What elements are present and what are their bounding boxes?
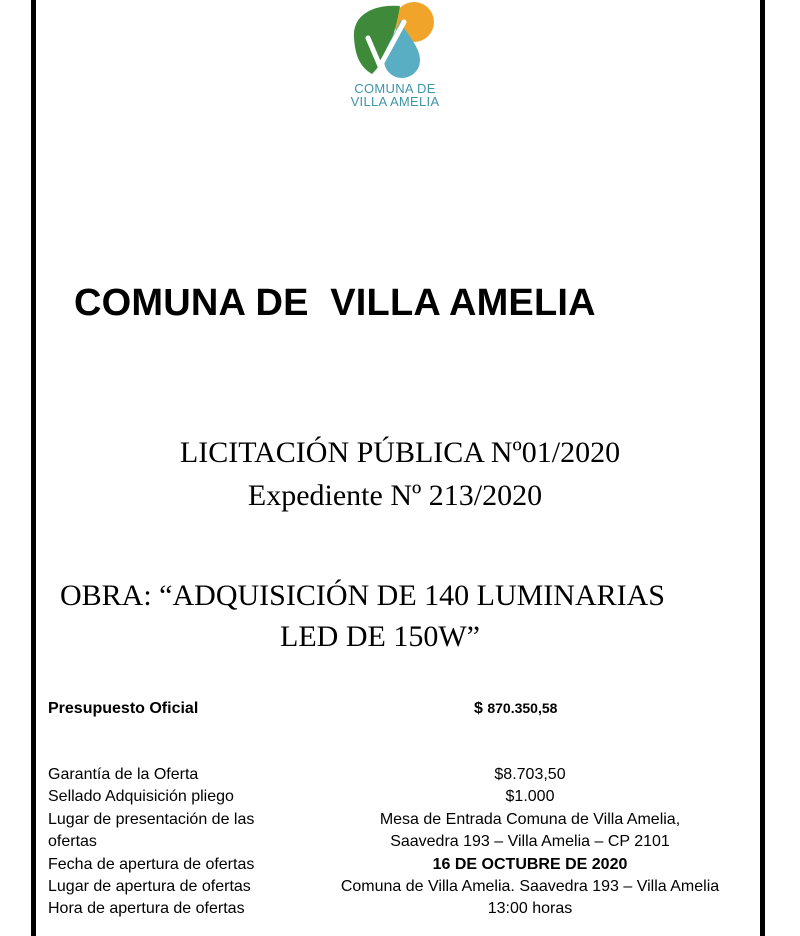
row-value: Saavedra 193 – Villa Amelia – CP 2101 [390, 833, 670, 850]
row-label: Hora de apertura de ofertas [48, 900, 245, 917]
row-value: Comuna de Villa Amelia. Saavedra 193 – Villa Amelia [340, 878, 720, 895]
row-value: $1.000 [505, 788, 555, 805]
row-label: Sellado Adquisición pliego [48, 788, 234, 805]
row-label: Fecha de apertura de ofertas [48, 856, 255, 873]
row-value: Mesa de Entrada Comuna de Villa Amelia, [379, 811, 681, 828]
leaf-drop-icon [348, 0, 442, 80]
page-title: COMUNA DE VILLA AMELIA [74, 282, 596, 324]
fecha-apertura-value: 16 DE OCTUBRE DE 2020 [432, 856, 628, 873]
presupuesto-value [474, 700, 557, 718]
row-value: 13:00 horas [487, 900, 573, 917]
presupuesto-currency: $ [474, 700, 483, 717]
comuna-logo [330, 0, 460, 115]
row-label: Lugar de apertura de ofertas [48, 878, 251, 895]
logo-line-1: COMUNA DE [354, 81, 436, 96]
row-label: Garantía de la Oferta [48, 766, 199, 783]
logo-line-2: VILLA AMELIA [350, 94, 440, 109]
row-value: $8.703,50 [494, 766, 566, 783]
expediente-heading: Expediente Nº 213/2020 [247, 479, 543, 512]
row-label: Lugar de presentación de las [48, 811, 255, 828]
presupuesto-amount: 870.350,58 [487, 700, 558, 716]
row-label: ofertas [48, 833, 97, 850]
presupuesto-label: Presupuesto Oficial [48, 700, 199, 717]
obra-line-2: LED DE 150W” [280, 620, 480, 653]
licitacion-heading: LICITACIÓN PÚBLICA Nº01/2020 [179, 436, 621, 469]
obra-line-1: OBRA: “ADQUISICIÓN DE 140 LUMINARIAS [60, 579, 665, 612]
